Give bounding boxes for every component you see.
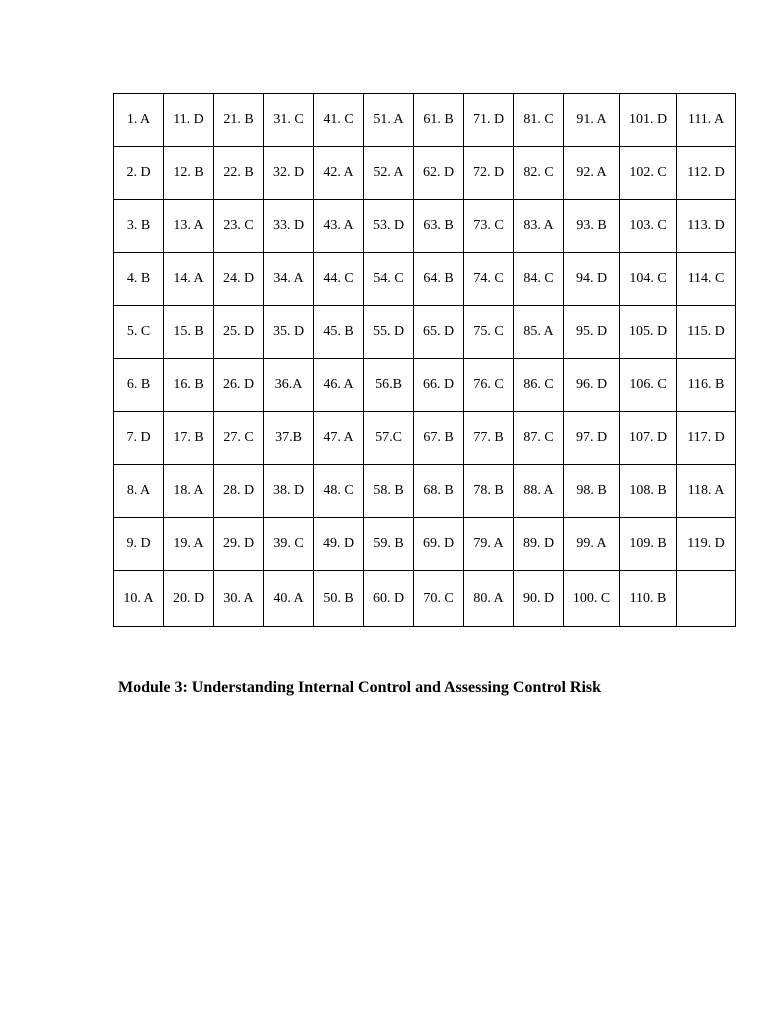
- answer-cell: 13. A: [164, 200, 214, 253]
- answer-cell: 82. C: [514, 147, 564, 200]
- answer-cell: 9. D: [114, 518, 164, 571]
- answer-cell: 26. D: [214, 359, 264, 412]
- answer-cell: [677, 571, 736, 627]
- answer-cell: 34. A: [264, 253, 314, 306]
- answer-cell: 54. C: [364, 253, 414, 306]
- answer-cell: 65. D: [414, 306, 464, 359]
- answer-cell: 75. C: [464, 306, 514, 359]
- answer-cell: 106. C: [620, 359, 677, 412]
- answer-cell: 61. B: [414, 94, 464, 147]
- answer-cell: 77. B: [464, 412, 514, 465]
- answer-cell: 90. D: [514, 571, 564, 627]
- answer-cell: 17. B: [164, 412, 214, 465]
- answer-cell: 114. C: [677, 253, 736, 306]
- module-heading: Module 3: Understanding Internal Control and Assessing Control Risk: [118, 679, 602, 696]
- answer-cell: 12. B: [164, 147, 214, 200]
- answer-cell: 48. C: [314, 465, 364, 518]
- answer-cell: 63. B: [414, 200, 464, 253]
- answer-key-body: [114, 94, 736, 627]
- answer-cell: 58. B: [364, 465, 414, 518]
- answer-cell: 31. C: [264, 94, 314, 147]
- answer-cell: 30. A: [214, 571, 264, 627]
- answer-cell: 59. B: [364, 518, 414, 571]
- answer-cell: 66. D: [414, 359, 464, 412]
- answer-cell: 83. A: [514, 200, 564, 253]
- answer-cell: 24. D: [214, 253, 264, 306]
- answer-cell: 38. D: [264, 465, 314, 518]
- answer-cell: 113. D: [677, 200, 736, 253]
- answer-cell: 20. D: [164, 571, 214, 627]
- answer-cell: 88. A: [514, 465, 564, 518]
- answer-cell: 96. D: [564, 359, 620, 412]
- answer-cell: 112. D: [677, 147, 736, 200]
- answer-cell: 72. D: [464, 147, 514, 200]
- answer-cell: 47. A: [314, 412, 364, 465]
- answer-cell: 67. B: [414, 412, 464, 465]
- answer-cell: 53. D: [364, 200, 414, 253]
- answer-cell: 110. B: [620, 571, 677, 627]
- answer-cell: 37.B: [264, 412, 314, 465]
- answer-cell: 80. A: [464, 571, 514, 627]
- answer-cell: 97. D: [564, 412, 620, 465]
- answer-cell: 5. C: [114, 306, 164, 359]
- answer-cell: 3. B: [114, 200, 164, 253]
- table-row: [114, 306, 736, 359]
- answer-cell: 11. D: [164, 94, 214, 147]
- answer-cell: 71. D: [464, 94, 514, 147]
- answer-cell: 100. C: [564, 571, 620, 627]
- answer-cell: 52. A: [364, 147, 414, 200]
- table-row: [114, 200, 736, 253]
- answer-cell: 85. A: [514, 306, 564, 359]
- answer-cell: 51. A: [364, 94, 414, 147]
- answer-cell: 8. A: [114, 465, 164, 518]
- answer-cell: 99. A: [564, 518, 620, 571]
- answer-cell: 115. D: [677, 306, 736, 359]
- answer-cell: 101. D: [620, 94, 677, 147]
- answer-cell: 111. A: [677, 94, 736, 147]
- answer-cell: 16. B: [164, 359, 214, 412]
- answer-cell: 119. D: [677, 518, 736, 571]
- answer-cell: 68. B: [414, 465, 464, 518]
- table-row: [114, 412, 736, 465]
- answer-cell: 98. B: [564, 465, 620, 518]
- answer-cell: 93. B: [564, 200, 620, 253]
- answer-cell: 22. B: [214, 147, 264, 200]
- answer-cell: 29. D: [214, 518, 264, 571]
- answer-cell: 49. D: [314, 518, 364, 571]
- answer-cell: 1. A: [114, 94, 164, 147]
- table-row: [114, 147, 736, 200]
- answer-cell: 44. C: [314, 253, 364, 306]
- table-row: [114, 94, 736, 147]
- answer-cell: 50. B: [314, 571, 364, 627]
- answer-cell: 6. B: [114, 359, 164, 412]
- answer-cell: 60. D: [364, 571, 414, 627]
- table-row: [114, 465, 736, 518]
- answer-cell: 43. A: [314, 200, 364, 253]
- answer-cell: 91. A: [564, 94, 620, 147]
- answer-cell: 39. C: [264, 518, 314, 571]
- answer-cell: 76. C: [464, 359, 514, 412]
- answer-cell: 86. C: [514, 359, 564, 412]
- answer-cell: 41. C: [314, 94, 364, 147]
- answer-cell: 15. B: [164, 306, 214, 359]
- answer-cell: 109. B: [620, 518, 677, 571]
- answer-cell: 108. B: [620, 465, 677, 518]
- answer-cell: 55. D: [364, 306, 414, 359]
- answer-cell: 14. A: [164, 253, 214, 306]
- answer-cell: 4. B: [114, 253, 164, 306]
- answer-cell: 105. D: [620, 306, 677, 359]
- answer-cell: 117. D: [677, 412, 736, 465]
- answer-cell: 102. C: [620, 147, 677, 200]
- answer-cell: 116. B: [677, 359, 736, 412]
- answer-cell: 103. C: [620, 200, 677, 253]
- answer-cell: 107. D: [620, 412, 677, 465]
- answer-cell: 23. C: [214, 200, 264, 253]
- answer-cell: 33. D: [264, 200, 314, 253]
- answer-cell: 21. B: [214, 94, 264, 147]
- answer-cell: 89. D: [514, 518, 564, 571]
- answer-cell: 94. D: [564, 253, 620, 306]
- answer-cell: 32. D: [264, 147, 314, 200]
- answer-cell: 92. A: [564, 147, 620, 200]
- answer-cell: 25. D: [214, 306, 264, 359]
- answer-cell: 81. C: [514, 94, 564, 147]
- answer-cell: 56.B: [364, 359, 414, 412]
- answer-cell: 62. D: [414, 147, 464, 200]
- answer-cell: 73. C: [464, 200, 514, 253]
- answer-cell: 57.C: [364, 412, 414, 465]
- table-row: [114, 359, 736, 412]
- answer-cell: 64. B: [414, 253, 464, 306]
- answer-cell: 78. B: [464, 465, 514, 518]
- answer-key-table: [113, 93, 736, 627]
- answer-cell: 28. D: [214, 465, 264, 518]
- answer-cell: 36.A: [264, 359, 314, 412]
- answer-cell: 7. D: [114, 412, 164, 465]
- answer-cell: 74. C: [464, 253, 514, 306]
- answer-cell: 46. A: [314, 359, 364, 412]
- answer-cell: 87. C: [514, 412, 564, 465]
- answer-cell: 18. A: [164, 465, 214, 518]
- table-row: [114, 571, 736, 627]
- answer-cell: 69. D: [414, 518, 464, 571]
- answer-cell: 84. C: [514, 253, 564, 306]
- answer-cell: 10. A: [114, 571, 164, 627]
- answer-cell: 19. A: [164, 518, 214, 571]
- answer-cell: 70. C: [414, 571, 464, 627]
- answer-cell: 118. A: [677, 465, 736, 518]
- answer-cell: 35. D: [264, 306, 314, 359]
- answer-cell: 104. C: [620, 253, 677, 306]
- answer-cell: 2. D: [114, 147, 164, 200]
- answer-cell: 95. D: [564, 306, 620, 359]
- table-row: [114, 518, 736, 571]
- answer-cell: 40. A: [264, 571, 314, 627]
- table-row: [114, 253, 736, 306]
- answer-cell: 79. A: [464, 518, 514, 571]
- answer-cell: 27. C: [214, 412, 264, 465]
- answer-cell: 42. A: [314, 147, 364, 200]
- answer-cell: 45. B: [314, 306, 364, 359]
